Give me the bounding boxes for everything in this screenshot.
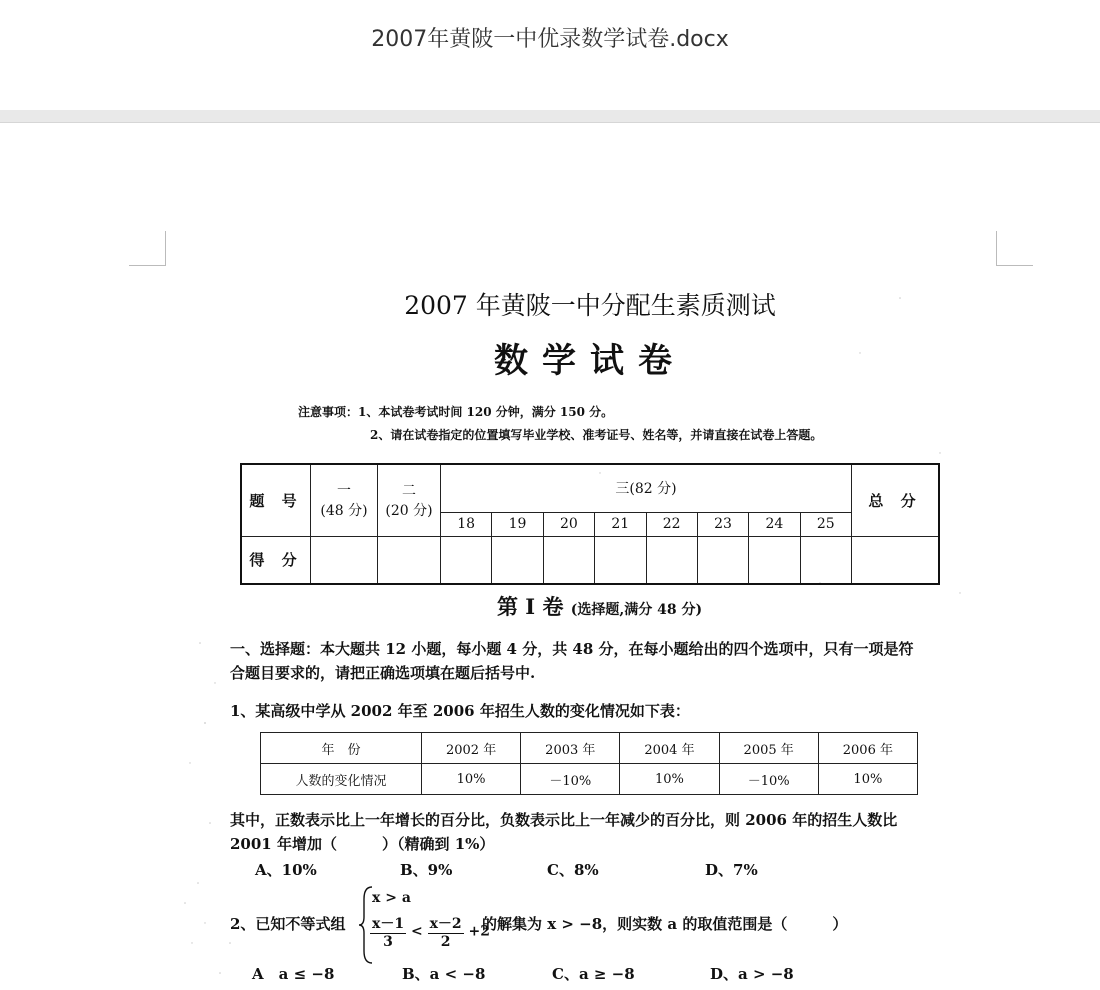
exam-note-1: 注意事项：1、本试卷考试时间 120 分钟，满分 150 分。 (298, 405, 614, 419)
q1-table-cell: 10% (422, 764, 521, 795)
score-total-label: 总 分 (852, 464, 940, 536)
score-item-23: 23 (697, 512, 748, 536)
q2-ineq-bottom (370, 913, 490, 950)
q2-plus: +2 (468, 923, 491, 940)
q1-table (260, 732, 918, 795)
score-cell (543, 536, 594, 584)
q2-frac-1 (370, 913, 406, 950)
q2-frac-2-den: 2 (440, 934, 451, 950)
score-col-1-points: (48 分) (320, 503, 368, 520)
q1-table-cell: 10% (818, 764, 917, 795)
score-cell (311, 536, 378, 584)
exam-title-line2: 数学试卷 (494, 341, 686, 381)
exam-title-line1: 2007 年黄陂一中分配生素质测试 (404, 291, 776, 320)
score-item-18: 18 (441, 512, 492, 536)
q1-option-d: D、7% (705, 861, 758, 879)
score-col-2-points: (20 分) (385, 503, 433, 520)
score-item-21: 21 (595, 512, 646, 536)
score-item-20: 20 (543, 512, 594, 536)
score-cell (595, 536, 646, 584)
score-col-2-label: 二 (402, 483, 416, 500)
q2-frac-2 (428, 913, 464, 950)
score-row-label: 得 分 (241, 536, 311, 584)
score-cell (800, 536, 851, 584)
q1-option-a: A、10% (255, 861, 317, 879)
q1-table-header: 2005 年 (719, 733, 818, 764)
q1-text-1: 其中，正数表示比上一年增长的百分比，负数表示比上一年减少的百分比，则 2006 年的招生人数比 (230, 811, 898, 829)
document-title: 2007年黄陂一中优录数学试卷.docx (371, 27, 729, 52)
section-title: 第 Ⅰ 卷 (497, 594, 564, 619)
toolbar-divider (0, 110, 1100, 123)
q1-table-header: 2002 年 (422, 733, 521, 764)
q1-table-cell: 人数的变化情况 (261, 764, 422, 795)
q2-option-c: C、a ≥ −8 (552, 965, 635, 983)
instructions-line-1: 一、选择题：本大题共 12 小题，每小题 4 分，共 48 分，在每小题给出的四个选项中，只有一项是符 (230, 640, 914, 658)
q1-table-header: 2006 年 (818, 733, 917, 764)
score-item-25: 25 (800, 512, 851, 536)
score-col-1 (311, 464, 378, 536)
q1-table-cell: －10% (521, 764, 620, 795)
score-cell (749, 536, 800, 584)
instructions-line-2: 合题目要求的，请把正确选项填在题后括号中. (230, 664, 536, 682)
score-cell (441, 536, 492, 584)
score-cell (852, 536, 940, 584)
score-cell (492, 536, 543, 584)
q1-table-header: 2004 年 (620, 733, 719, 764)
q2-option-d: D、a > −8 (710, 965, 794, 983)
q1-table-cell: 10% (620, 764, 719, 795)
q1-option-c: C、8% (547, 861, 599, 879)
score-cell (646, 536, 697, 584)
document-page[interactable] (0, 123, 1100, 990)
q2-suffix: 的解集为 x > −8，则实数 a 的取值范围是（ ） (482, 915, 848, 933)
q2-frac-1-den: 3 (383, 934, 393, 950)
title-bar (0, 0, 1100, 110)
q2-option-b: B、a < −8 (402, 965, 486, 983)
section-subtitle: (选择题,满分 48 分) (570, 602, 703, 618)
q1-option-b: B、9% (400, 861, 453, 879)
scanned-exam-image (0, 123, 1100, 990)
score-col-3-label: 三(82 分) (441, 464, 852, 512)
q2-frac-2-num: x－2 (428, 913, 464, 934)
q2-prefix: 2、已知不等式组 (230, 915, 346, 933)
score-item-22: 22 (646, 512, 697, 536)
score-table (240, 463, 940, 585)
q1-table-cell: －10% (719, 764, 818, 795)
q2-option-a: A a ≤ −8 (252, 965, 335, 983)
score-item-24: 24 (749, 512, 800, 536)
section-heading (497, 591, 702, 621)
score-item-19: 19 (492, 512, 543, 536)
q2-ineq-top: x > a (372, 890, 411, 906)
score-col-2 (378, 464, 441, 536)
q2-lt: < (410, 923, 423, 940)
score-table-header-label: 题 号 (241, 464, 311, 536)
q1-table-header: 年 份 (261, 733, 422, 764)
score-cell (697, 536, 748, 584)
q1-stem: 1、某高级中学从 2002 年至 2006 年招生人数的变化情况如下表： (230, 702, 690, 720)
score-cell (378, 536, 441, 584)
q1-table-header: 2003 年 (521, 733, 620, 764)
q1-text-2: 2001 年增加（ ）（精确到 1%） (230, 835, 495, 853)
score-col-1-label: 一 (337, 483, 351, 500)
q2-frac-1-num: x－1 (370, 913, 406, 934)
exam-note-2: 2、请在试卷指定的位置填写毕业学校、准考证号、姓名等，并请直接在试卷上答题。 (370, 428, 823, 442)
